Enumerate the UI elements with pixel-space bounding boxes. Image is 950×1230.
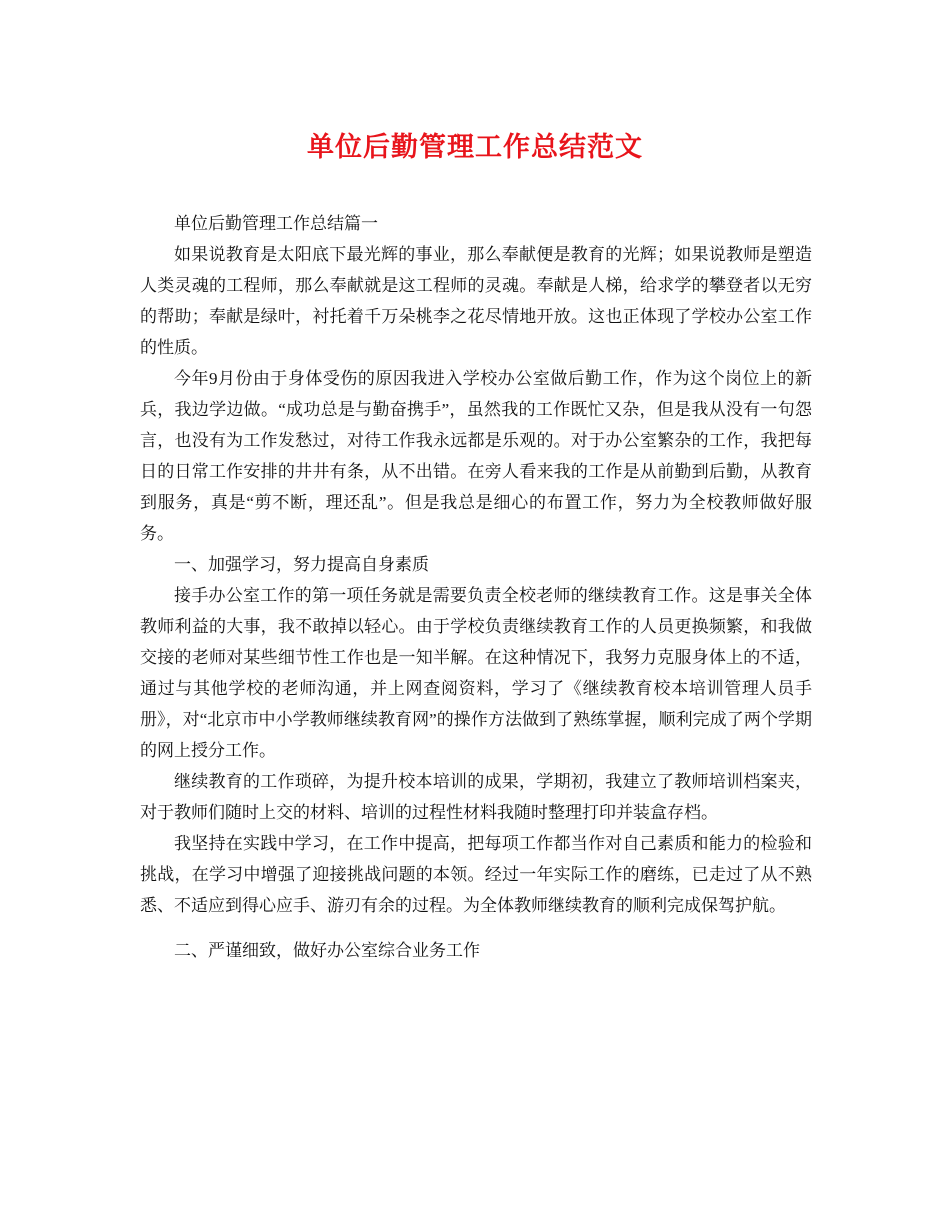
paragraph: 我坚持在实践中学习，在工作中提高，把每项工作都当作对自己素质和能力的检验和挑战，在学习中增强了迎接挑战问题的本领。经过一年实际工作的磨练，已走过了从不熟悉、不适应到得心应手、游刃有余的过程。为全体教师继续教育的顺利完成保驾护航。: [140, 834, 812, 915]
paragraph: 接手办公室工作的第一项任务就是需要负责全校老师的继续教育工作。这是事关全体教师利益的大事，我不敢掉以轻心。由于学校负责继续教育工作的人员更换频繁，和我做交接的老师对某些细节性工作也是一知半解。在这种情况下，我努力克服身体上的不适，通过与其他学校的老师沟通，并上网查阅资料，学习了《继续教育校本培训管理人员手册》，对“北京市中小学教师继续教育网”的操作方法做到了熟练掌握，顺利完成了两个学期的网上授分工作。: [140, 586, 812, 760]
paragraph: 继续教育的工作琐碎，为提升校本培训的成果，学期初，我建立了教师培训档案夹，对于教师们随时上交的材料、培训的过程性材料我随时整理打印并装盒存档。: [140, 772, 812, 822]
section-heading: 二、严谨细致，做好办公室综合业务工作: [174, 941, 480, 960]
document-title: 单位后勤管理工作总结范文: [307, 132, 643, 163]
section-heading: 一、加强学习，努力提高自身素质: [174, 555, 429, 574]
document-body: [140, 208, 812, 966]
paragraph: 今年9月份由于身体受伤的原因我进入学校办公室做后勤工作，作为这个岗位上的新兵，我边学边做。“成功总是与勤奋携手”，虽然我的工作既忙又杂，但是我从没有一句怨言，也没有为工作发愁过，对待工作我永远都是乐观的。对于办公室繁杂的工作，我把每日的日常工作安排的井井有条，从不出错。在旁人看来我的工作是从前勤到后勤，从教育到服务，真是“剪不断，理还乱”。但是我总是细心的布置工作，努力为全校教师做好服务。: [140, 369, 812, 543]
section-subtitle: 单位后勤管理工作总结篇一: [174, 214, 378, 233]
paragraph: 如果说教育是太阳底下最光辉的事业，那么奉献便是教育的光辉；如果说教师是塑造人类灵魂的工程师，那么奉献就是这工程师的灵魂。奉献是人梯，给求学的攀登者以无穷的帮助；奉献是绿叶，衬托着千万朵桃李之花尽情地开放。这也正体现了学校办公室工作的性质。: [140, 245, 812, 357]
